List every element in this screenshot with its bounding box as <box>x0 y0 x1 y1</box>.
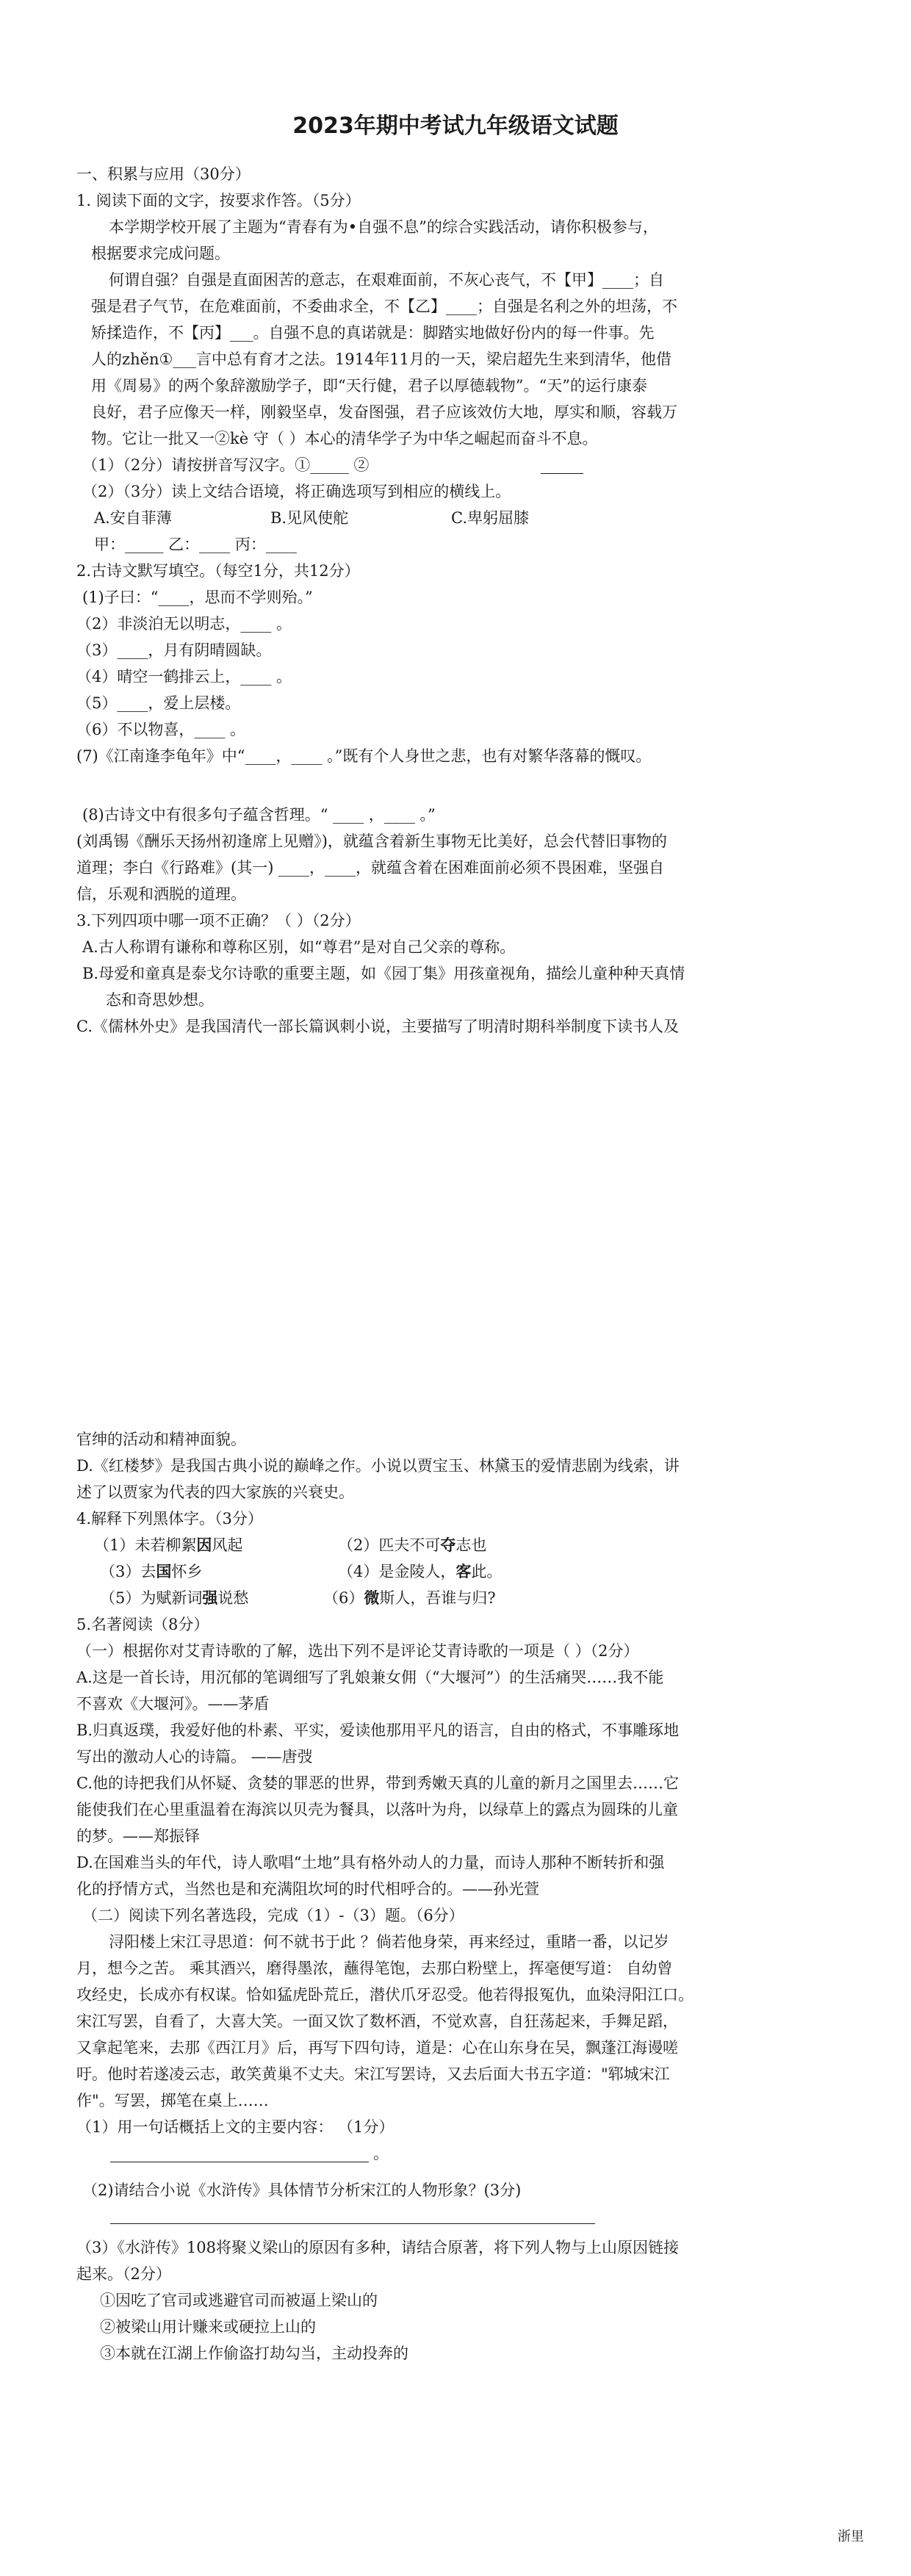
q5-option-c: 的梦。——郑振铎 <box>76 1827 200 1845</box>
q5-reason: ②被梁山用计赚来或硬拉上山的 <box>100 2318 316 2336</box>
q5-passage-line: 攻经史，长成亦有权谋。恰如猛虎卧荒丘，潜伏爪牙忍受。他若得报冤仇，血染浔阳江口。 <box>76 1986 694 2004</box>
q2-item: (1)子曰：“____，思而不学则殆。” <box>82 589 313 606</box>
q5-sub1: （1）用一句话概括上文的主要内容： （1分） <box>76 2118 395 2136</box>
q5-passage-line: 月，想今之苦。 乘其酒兴，磨得墨浓，蘸得笔饱，去那白粉壁上，挥毫便写道： 自幼曾 <box>76 1960 673 1977</box>
q2-stem: 2.古诗文默写填空。（每空1分，共12分） <box>76 562 360 580</box>
q2-item: （6）不以物喜，____ 。 <box>76 721 246 738</box>
q5-passage-line: 又拿起笔来，去那《西江月》后，再写下四句诗，道是：心在山东身在吴，飘蓬江海谩嗟 <box>76 2039 678 2057</box>
q1-para2-line: 良好，君子应像天一样，刚毅坚卓，发奋图强，君子应该效仿大地，厚实和顺，容载万 <box>91 403 677 421</box>
q2-item: （3）____，月有阴晴圆缺。 <box>76 641 272 659</box>
q1-para2-line: 物。它让一批又一②kè 守（ ）本心的清华学子为中华之崛起而奋斗不息。 <box>91 430 598 447</box>
section-heading: 一、积累与应用（30分） <box>76 165 251 183</box>
q1-option-a: A.安自菲薄 <box>94 509 172 527</box>
q1-para1-line: 本学期学校开展了主题为“青春有为•自强不息”的综合实践活动，请你积极参与， <box>109 218 658 236</box>
exam-title: 2023年期中考试九年级语文试题 <box>292 113 619 139</box>
q2-item8-line: 道理；李白《行路难》(其一) ____，____，就蕴含着在困难面前必须不畏困难，坚强自 <box>76 859 665 877</box>
q1-para2-line: 人的zhěn①___言中总有育才之法。1914年11月的一天，梁启超先生来到清华，他借 <box>91 350 672 368</box>
q1-para2-line: 用《周易》的两个象辞激励学子，即“天行健，君子以厚德载物”。“天”的运行康泰 <box>91 377 647 395</box>
footer-brand: 浙里 <box>838 2529 864 2544</box>
q5-option-d: D.在国难当头的年代，诗人歌唱“土地”具有格外动人的力量，而诗人那种不断转折和强 <box>76 1854 665 1871</box>
q1-sub2: （2）（3分）读上文结合语境，将正确选项写到相应的横线上。 <box>82 483 511 500</box>
q5-part2-stem: （二）阅读下列名著选段，完成（1）-（3）题。（6分） <box>82 1907 464 1924</box>
q4-item: （3）去国怀乡 <box>100 1562 203 1580</box>
q5-stem: 5.名著阅读（8分） <box>76 1616 209 1633</box>
q5-option-a: 不喜欢《大堰河》。——茅盾 <box>76 1695 270 1713</box>
q5-passage-line: 浔阳楼上宋江寻思道：何不就书于此 ？倘若他身荣，再来经过，重睹一番，以记岁 <box>109 1933 669 1951</box>
q1-sub1: （1）（2分）请按拼音写汉字。①_____ ② <box>82 456 370 474</box>
q1-para2-line: 矫揉造作，不【丙】___。自强不息的真诺就是：脚踏实地做好份内的每一件事。先 <box>91 324 655 342</box>
q5-sub3: 起来。（2分） <box>76 2265 171 2283</box>
q3-option-b: B.母爱和童真是泰戈尔诗歌的重要主题，如《园丁集》用孩童视角，描绘儿童种种天真情 <box>82 965 685 982</box>
q1-para2-line: 何谓自强？自强是直面困苦的意志，在艰难面前，不灰心丧气，不【甲】____；自 <box>109 271 664 289</box>
q4-stem: 4.解释下列黑体字。（3分） <box>76 1510 263 1528</box>
q3-option-d: 述了以贾家为代表的四大家族的兴衰史。 <box>76 1483 354 1501</box>
q5-option-a: A.这是一首长诗，用沉郁的笔调细写了乳娘兼女佣（“大堰河”）的生活痛哭……我不能 <box>76 1669 664 1686</box>
q5-sub1-period: 。 <box>373 2145 389 2162</box>
q5-option-b: 写出的激动人心的诗篇。 ——唐弢 <box>76 1748 313 1766</box>
q2-item: （5）____，爱上层楼。 <box>76 694 241 712</box>
q3-option-a: A.古人称谓有谦称和尊称区别，如“尊君”是对自己父亲的尊称。 <box>82 938 516 956</box>
q3-stem: 3.下列四项中哪一项不正确？（ ）（2分） <box>76 912 361 929</box>
q5-option-c: 能使我们在心里重温着在海滨以贝壳为餐具，以落叶为舟，以绿草上的露点为圆珠的儿童 <box>76 1801 678 1818</box>
q5-part1-stem: （一）根据你对艾青诗歌的了解，选出下列不是评论艾青诗歌的一项是（ ）（2分） <box>76 1642 639 1660</box>
q2-item: （2）非淡泊无以明志，____ 。 <box>76 615 292 633</box>
q2-item8-line: (刘禹锡《酬乐天扬州初逢席上见赠》)，就蕴含着新生事物无比美好，总会代替旧事物的 <box>76 832 667 850</box>
q4-item: （2）匹夫不可夺志也 <box>338 1536 487 1554</box>
q4-item: （1）未若柳絮因风起 <box>94 1536 243 1554</box>
q2-item8-line: 信，乐观和洒脱的道理。 <box>76 885 246 903</box>
q2-item8-line: (8)古诗文中有很多句子蕴含哲理。“ ____ ，____ 。” <box>82 806 436 824</box>
q1-answer-line: 甲：_____ 乙：____ 丙：____ <box>94 536 297 553</box>
q5-option-c: C.他的诗把我们从怀疑、贪婪的罪恶的世界，带到秀嫩天真的儿童的新月之国里去……它 <box>76 1774 679 1792</box>
q3-option-c: 官绅的活动和精神面貌。 <box>76 1431 246 1448</box>
q3-option-d: D.《红楼梦》是我国古典小说的巅峰之作。小说以贾宝玉、林黛玉的爱情悲剧为线索，讲 <box>76 1457 680 1475</box>
q5-passage-line: 宋江写罢，自看了，大喜大笑。一面又饮了数杯酒，不觉欢喜，自狂荡起来，手舞足蹈， <box>76 2012 678 2030</box>
q4-item: （4）是金陵人，客此。 <box>338 1562 503 1580</box>
q1-para1-line: 根据要求完成问题。 <box>91 245 230 262</box>
q5-passage-line: 吁。他时若遂凌云志，敢笑黄巢不丈夫。宋江写罢诗，又去后面大书五字道："郓城宋江 <box>76 2065 670 2083</box>
q1-para2-line: 强是君子气节，在危难面前，不委曲求全，不【乙】____；自强是名利之外的坦荡，不 <box>91 298 677 315</box>
q2-item: （4）晴空一鹤排云上，____ 。 <box>76 668 292 686</box>
answer-blank[interactable] <box>541 473 583 474</box>
answer-line[interactable] <box>110 2223 595 2224</box>
q5-option-d: 化的抒情方式，当然也是和充满阻坎坷的时代相呼合的。——孙光萱 <box>76 1880 539 1898</box>
q3-option-b: 态和奇思妙想。 <box>106 991 214 1009</box>
q1-stem: 1. 阅读下面的文字，按要求作答。（5分） <box>76 192 361 209</box>
q4-item: （6）微斯人，吾谁与归? <box>323 1589 496 1607</box>
q5-option-b: B.归真返璞，我爱好他的朴素、平实，爱读他那用平凡的语言，自由的格式，不事雕琢地 <box>76 1721 680 1739</box>
q5-reason: ③本就在江湖上作偷盗打劫勾当，主动投奔的 <box>100 2345 408 2362</box>
q5-sub3: （3）《水浒传》108将聚义梁山的原因有多种，请结合原著，将下列人物与上山原因链接 <box>76 2239 679 2256</box>
q5-reason: ①因吃了官司或逃避官司而被逼上梁山的 <box>100 2292 378 2309</box>
q5-sub2: （2)请结合小说《水浒传》具体情节分析宋江的人物形象？(3分) <box>82 2181 522 2199</box>
q2-item: (7)《江南逢李龟年》中“____，____ 。”既有个人身世之悲，也有对繁华落幕的慨叹。 <box>76 747 652 765</box>
q4-item: （5）为赋新词强说愁 <box>100 1589 249 1607</box>
q1-option-b: B.见风使舵 <box>270 509 349 527</box>
q3-option-c: C.《儒林外史》是我国清代一部长篇讽刺小说，主要描写了明清时期科举制度下读书人及 <box>76 1018 679 1035</box>
q1-option-c: C.卑躬屈膝 <box>451 509 529 527</box>
q5-passage-line: 作"。写罢，掷笔在桌上…… <box>76 2092 269 2109</box>
